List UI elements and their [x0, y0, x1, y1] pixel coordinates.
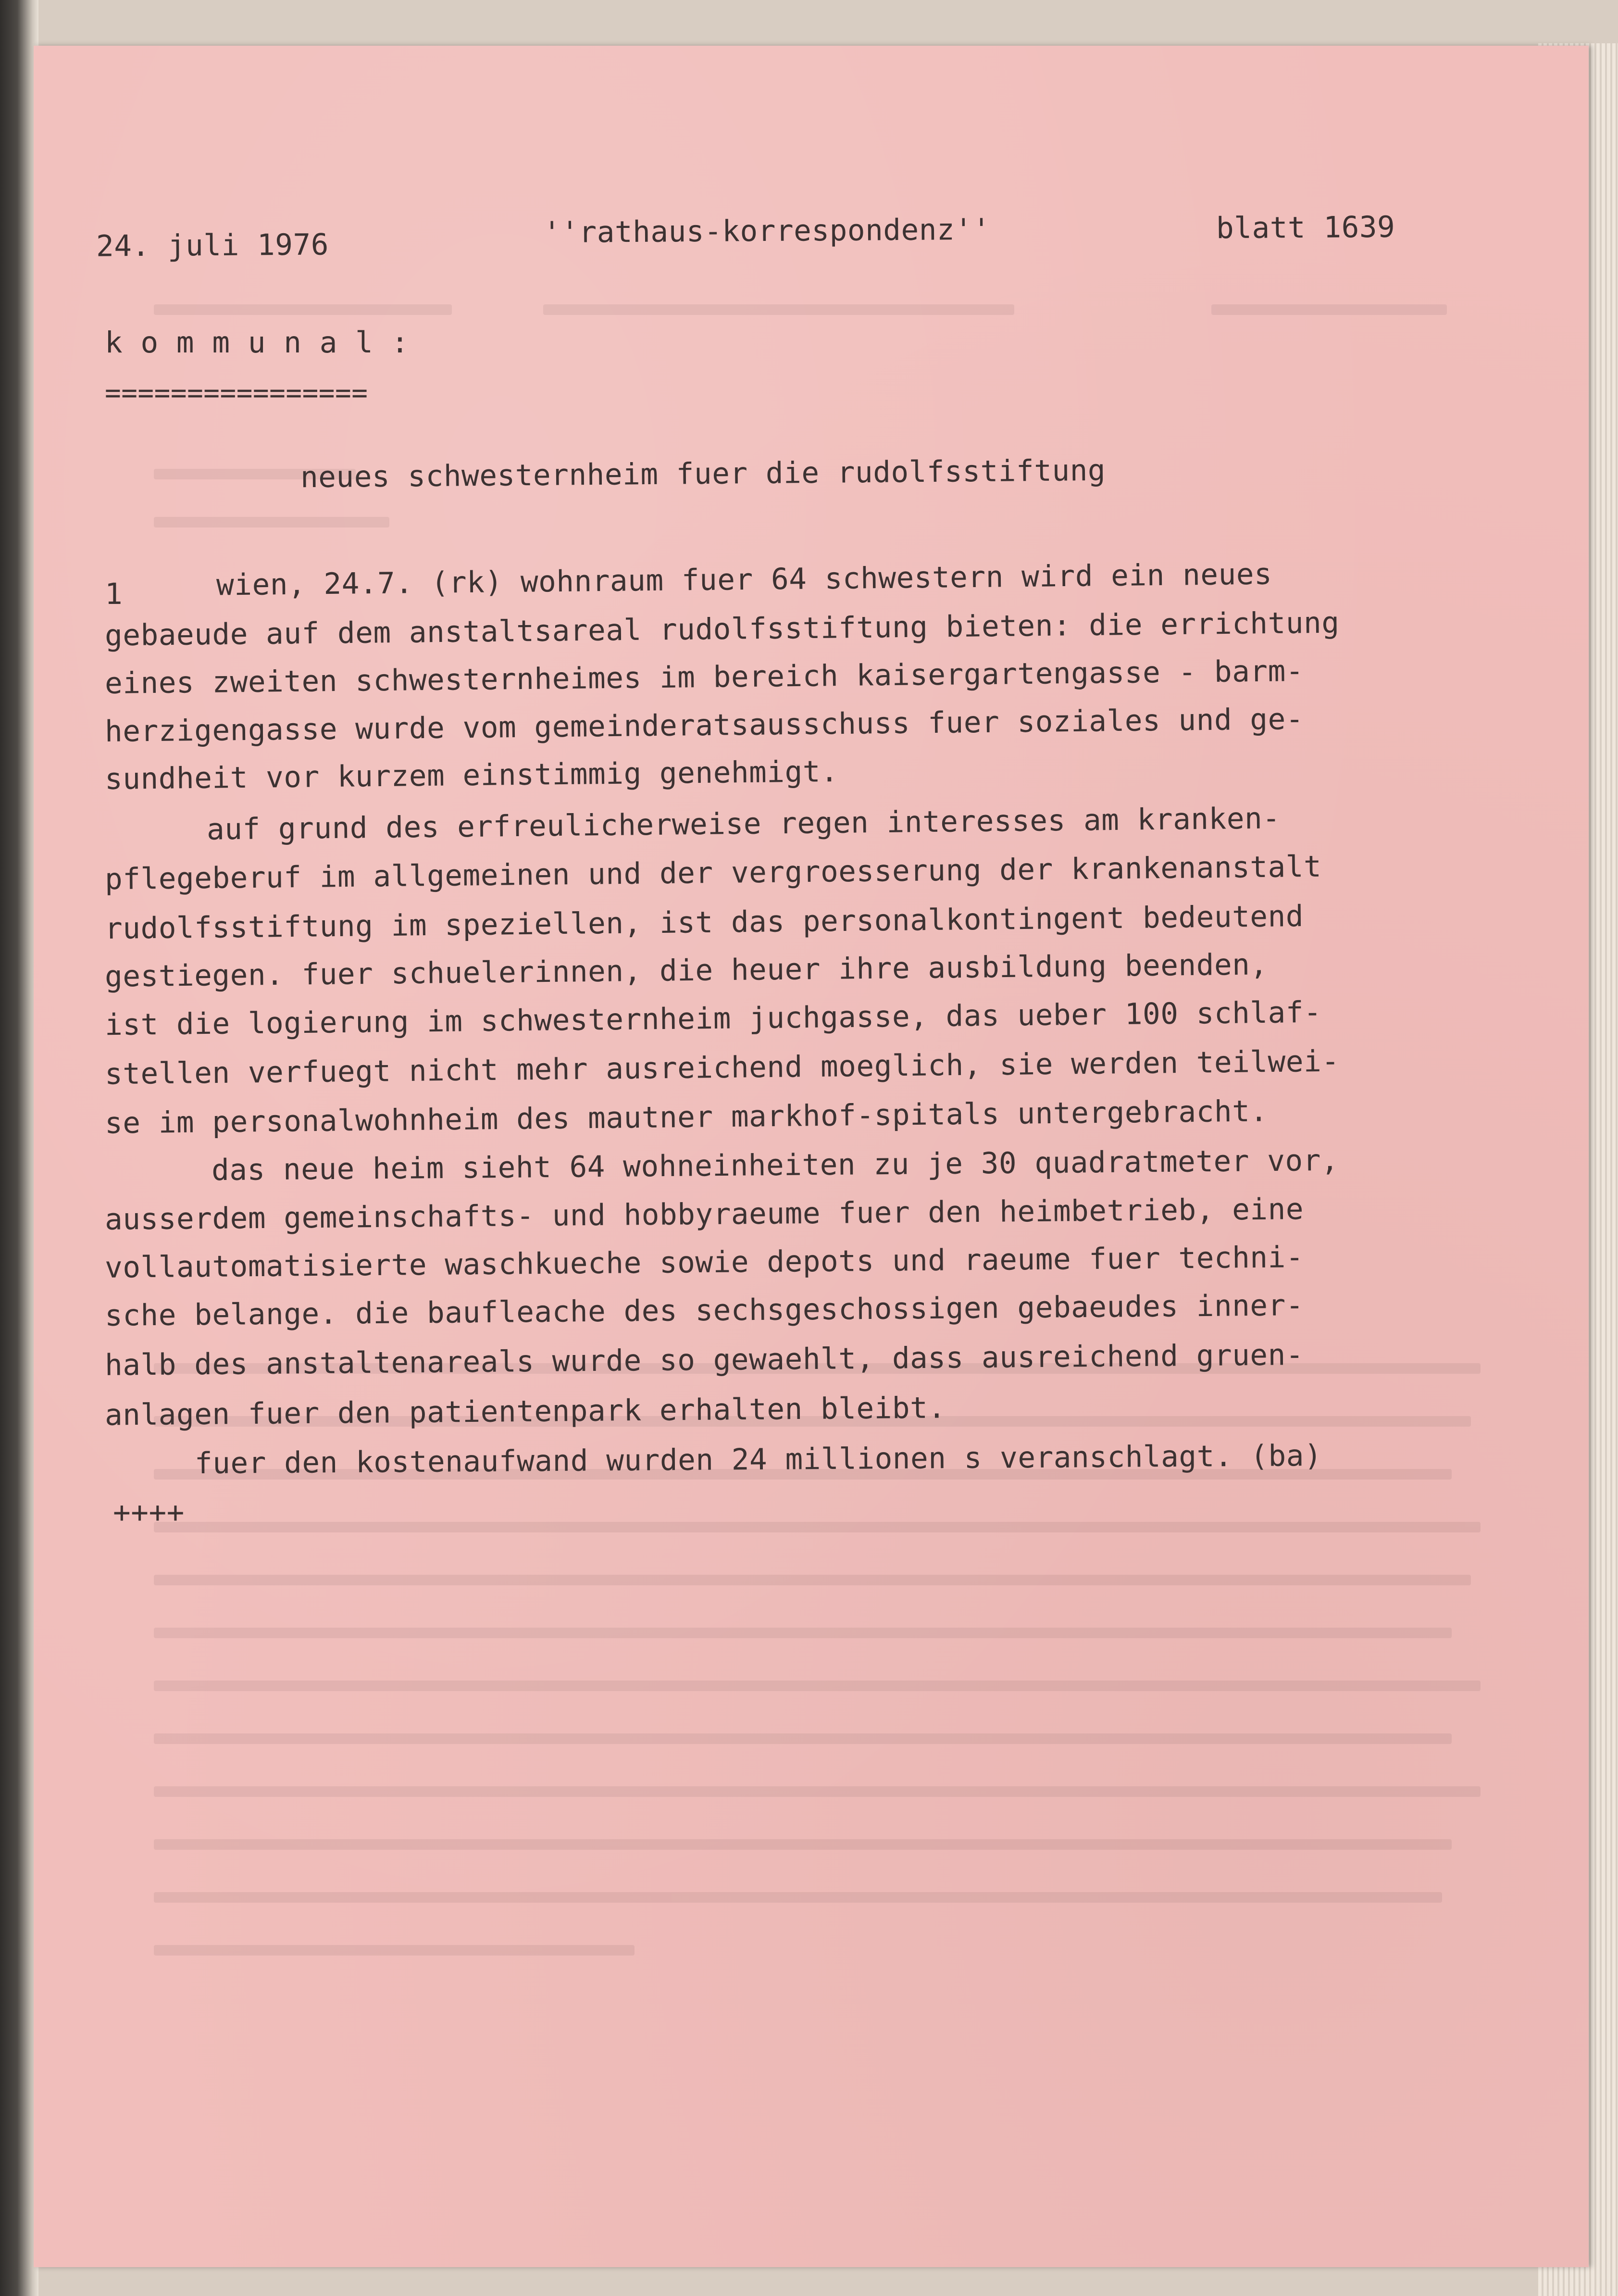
body-line: gestiegen. fuer schuelerinnen, die heuer ihre ausbildung beenden, [104, 947, 1268, 994]
body-line: halb des anstaltenareals wurde so gewaehlt, dass ausreichend gruen- [104, 1338, 1304, 1382]
body-line: vollautomatisierte waschkueche sowie depots und raeume fuer techni- [104, 1240, 1304, 1285]
binding-edge [0, 0, 38, 2296]
item-number: 1 [105, 577, 123, 611]
body-line: pflegeberuf im allgemeinen und der vergroesserung der krankenanstalt [104, 849, 1322, 897]
body-line: se im personalwohnheim des mautner markhof-spitals untergebracht. [104, 1094, 1268, 1141]
body-line: gebaeude auf dem anstaltsareal rudolfsstiftung bieten: die errichtung [104, 605, 1340, 653]
body-line: eines zweiten schwesternheimes im bereich kaisergartengasse - barm- [104, 653, 1304, 701]
body-line: sche belange. die baufleache des sechsgeschossigen gebaeudes inner- [104, 1288, 1304, 1333]
header-publication: ''rathaus-korrespondenz'' [543, 212, 991, 250]
body-line: rudolfsstiftung im speziellen, ist das personalkontingent bedeutend [104, 899, 1304, 946]
header-sheet: blatt 1639 [1216, 210, 1395, 246]
body-line: stellen verfuegt nicht mehr ausreichend moeglich, sie werden teilwei- [104, 1044, 1340, 1092]
body-line: auf grund des erfreulicherweise regen interesses am kranken- [206, 801, 1281, 847]
header-date: 24. juli 1976 [96, 227, 329, 263]
body-line: fuer den kostenaufwand wurden 24 millionen s veranschlagt. (ba) [194, 1438, 1322, 1481]
body-line: das neue heim sieht 64 wohneinheiten zu je 30 quadratmeter vor, [211, 1143, 1339, 1188]
end-mark: ++++ [113, 1495, 185, 1530]
article-headline: neues schwesternheim fuer die rudolfsstiftung [300, 453, 1106, 495]
body-line: ist die logierung im schwesternheim juchgasse, das ueber 100 schlaf- [104, 995, 1322, 1042]
section-underline: ================ [105, 377, 368, 409]
body-line: sundheit vor kurzem einstimmig genehmigt. [104, 754, 839, 796]
document-page [34, 46, 1589, 2267]
body-line: ausserdem gemeinschafts- und hobbyraeume fuer den heimbetrieb, eine [104, 1192, 1304, 1237]
body-line: herzigengasse wurde vom gemeinderatsausschuss fuer soziales und ge- [104, 702, 1304, 749]
body-line: wien, 24.7. (rk) wohnraum fuer 64 schwestern wird ein neues [216, 557, 1272, 602]
body-line: anlagen fuer den patientenpark erhalten bleibt. [104, 1391, 946, 1432]
section-title: k o m m u n a l : [105, 326, 409, 360]
